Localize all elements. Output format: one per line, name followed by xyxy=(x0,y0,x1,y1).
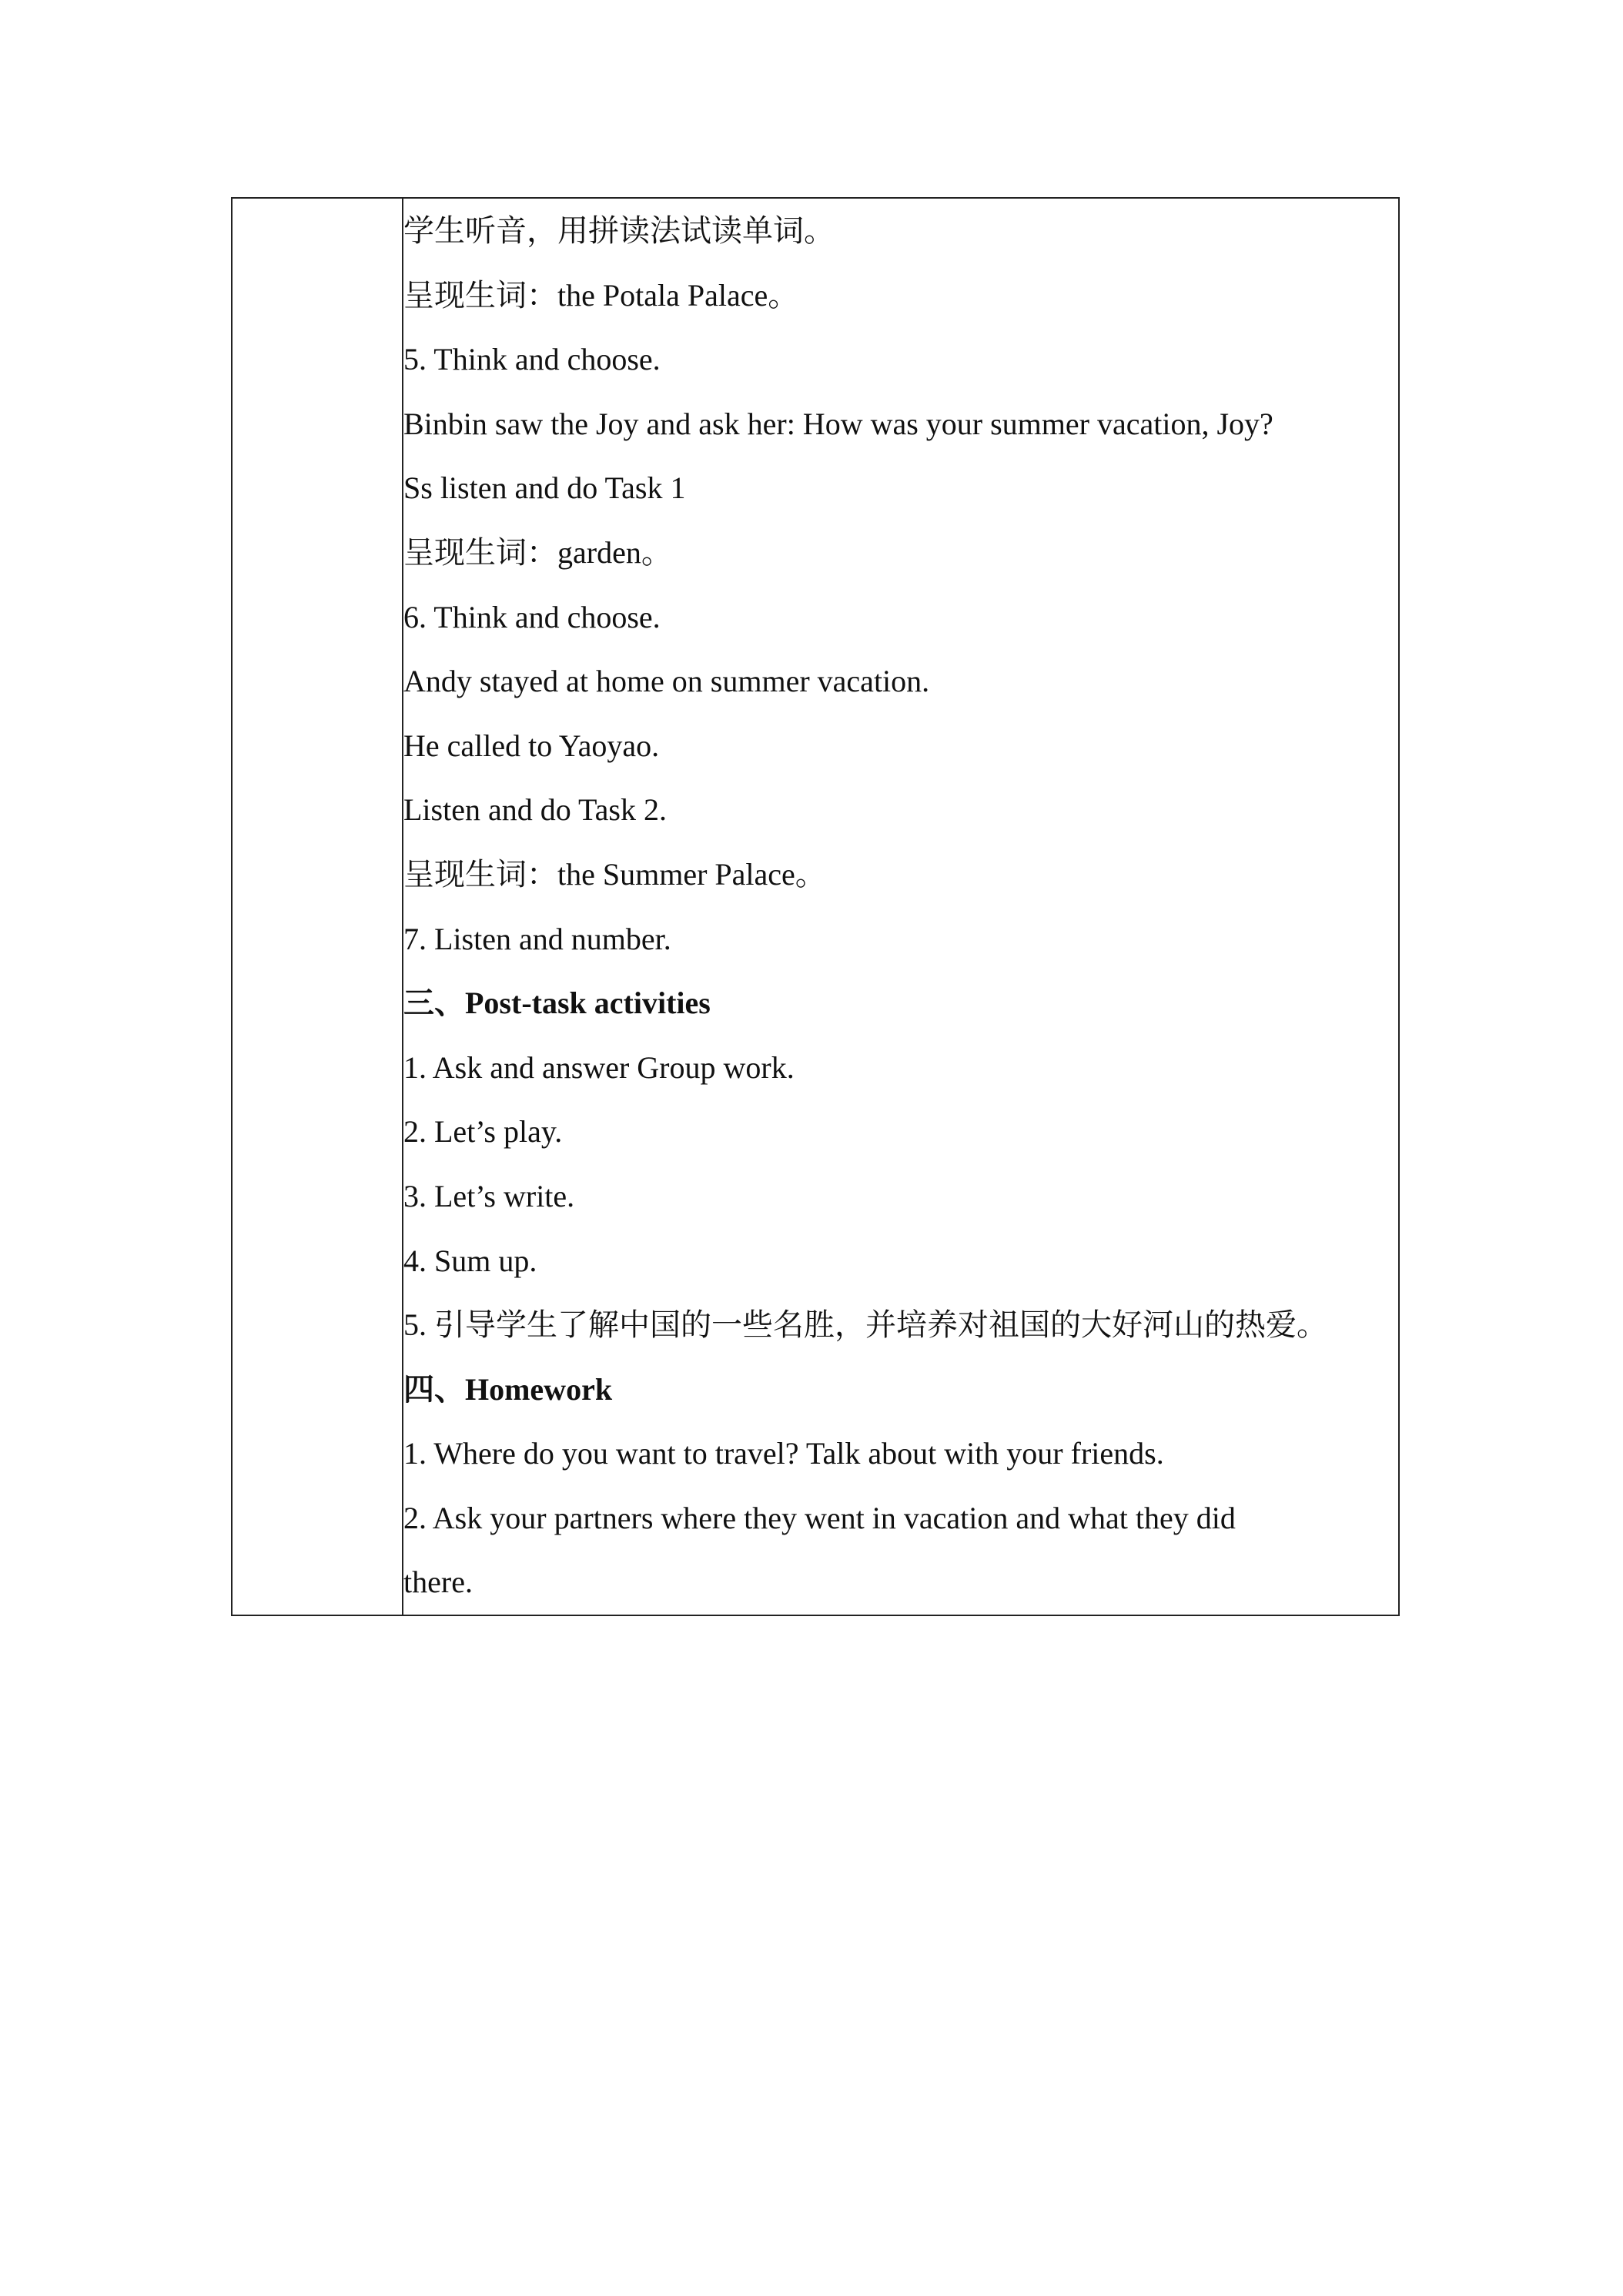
lesson-plan-table xyxy=(231,197,1400,1616)
text-line: 6. Think and choose. xyxy=(403,599,661,634)
content-cell xyxy=(403,198,1399,1615)
table-row xyxy=(232,198,1399,1615)
text-line: 7. Listen and number. xyxy=(403,921,671,956)
section-heading-homework: 四、Homework xyxy=(403,1371,613,1407)
text-line: Andy stayed at home on summer vacation. xyxy=(403,664,930,699)
text-line: 3. Let’s write. xyxy=(403,1178,575,1213)
section-heading-post-task: 三、Post-task activities xyxy=(403,986,711,1021)
text-line: Binbin saw the Joy and ask her: How was your summer vacation, Joy? xyxy=(403,406,1273,441)
text-line: 1. Ask and answer Group work. xyxy=(403,1049,795,1085)
text-line: 学生听音，用拼读法试读单词。 xyxy=(403,213,835,248)
text-line: 呈现生词：garden。 xyxy=(403,534,672,570)
text-line: 4. Sum up. xyxy=(403,1243,537,1278)
text-line: 5. 引导学生了解中国的一些名胜，并培养对祖国的大好河山的热爱。 xyxy=(403,1307,1327,1343)
text-line: 呈现生词：the Potala Palace。 xyxy=(403,277,799,313)
text-line: 1. Where do you want to travel? Talk about with your friends. xyxy=(403,1436,1164,1471)
text-line: there. xyxy=(403,1565,473,1600)
text-line: 2. Ask your partners where they went in vacation and what they did xyxy=(403,1500,1236,1535)
text-line: 呈现生词：the Summer Palace。 xyxy=(403,856,826,892)
text-line: Listen and do Task 2. xyxy=(403,792,667,828)
text-line: He called to Yaoyao. xyxy=(403,728,660,763)
text-line: 5. Think and choose. xyxy=(403,342,661,377)
left-empty-cell xyxy=(232,198,403,1615)
text-line: 2. Let’s play. xyxy=(403,1114,563,1150)
text-line: Ss listen and do Task 1 xyxy=(403,470,686,506)
